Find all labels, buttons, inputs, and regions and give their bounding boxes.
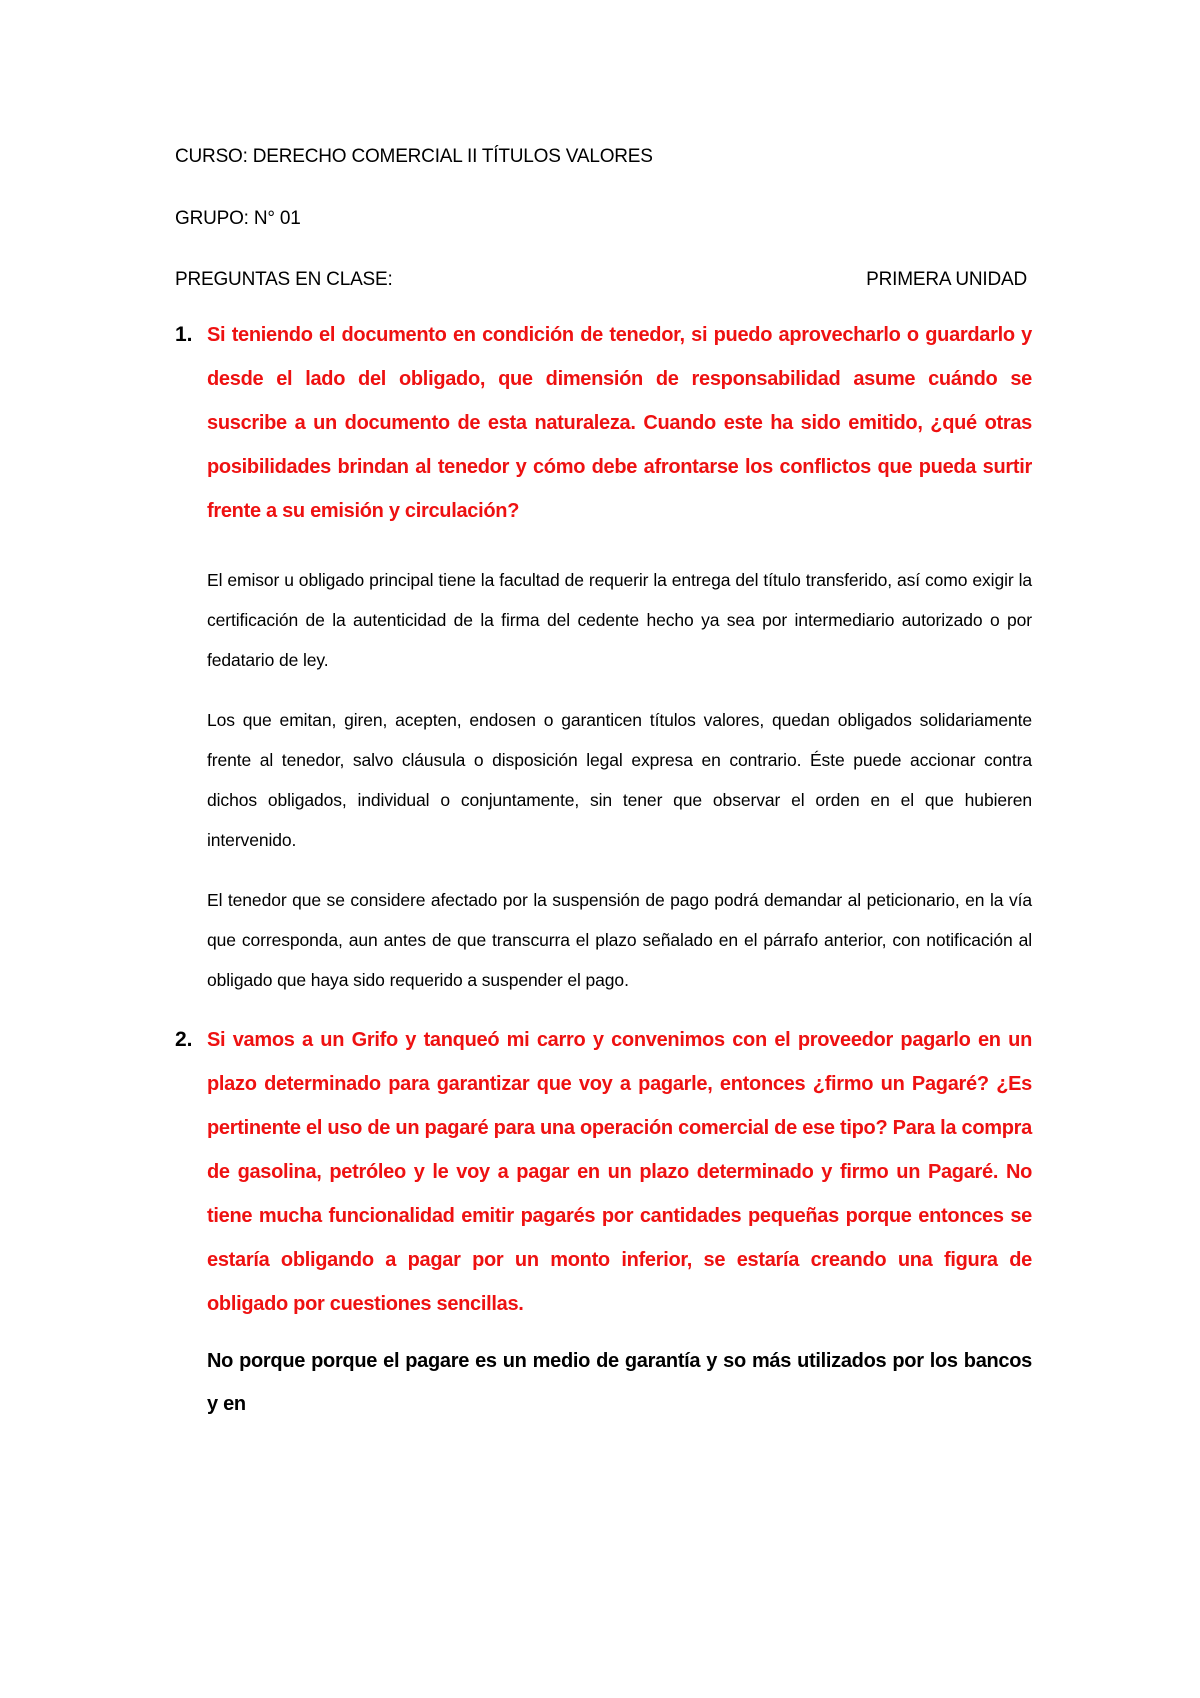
answer-1-paragraph-2: Los que emitan, giren, acepten, endosen o garanticen títulos valores, quedan obligados solidariamente frente al tenedor, salvo cláusula o disposición legal expresa en contrario. Éste puede accionar contra dichos obligados, individual o conjuntamente, sin tener que observar el orden en el que hubieren intervenido. <box>207 710 1032 850</box>
question-2-number: 2. <box>175 1028 193 1051</box>
question-1 <box>175 313 1032 533</box>
group-number: GRUPO: N° 01 <box>175 208 301 229</box>
questions-label: PREGUNTAS EN CLASE: <box>175 269 393 290</box>
question-1-text: Si teniendo el documento en condición de tenedor, si puedo aprovecharlo o guardarlo y desde el lado del obligado, que dimensión de responsabilidad asume cuándo se suscribe a un documento de esta naturaleza. Cuando este ha sido emitido, ¿qué otras posibilidades brindan al tenedor y cómo debe afrontarse los conflictos que pueda surtir frente a su emisión y circulación? <box>207 324 1032 522</box>
question-2-text: Si vamos a un Grifo y tanqueó mi carro y convenimos con el proveedor pagarlo en un plazo determinado para garantizar que voy a pagarle, entonces ¿firmo un Pagaré? ¿Es pertinente el uso de un pagaré para una operación comercial de ese tipo? Para la compra de gasolina, petróleo y le voy a pagar en un plazo determinado y firmo un Pagaré. No tiene mucha funcionalidad emitir pagarés por cantidades pequeñas porque entonces se estaría obligando a pagar por un monto inferior, se estaría creando una figura de obligado por cuestiones sencillas. <box>207 1029 1032 1315</box>
answer-2: No porque porque el pagare es un medio de garantía y so más utilizados por los bancos y en <box>207 1350 1032 1415</box>
questions-header <box>175 268 1027 292</box>
question-2 <box>175 1018 1032 1326</box>
question-1-number: 1. <box>175 323 193 346</box>
course-title: CURSO: DERECHO COMERCIAL II TÍTULOS VALORES <box>175 146 653 167</box>
answer-1-paragraph-1: El emisor u obligado principal tiene la facultad de requerir la entrega del título transferido, así como exigir la certificación de la autenticidad de la firma del cedente hecho ya sea por intermediario autorizado o por fedatario de ley. <box>207 570 1032 670</box>
answer-1-paragraph-3: El tenedor que se considere afectado por la suspensión de pago podrá demandar al peticionario, en la vía que corresponda, aun antes de que transcurra el plazo señalado en el párrafo anterior, con notificación al obligado que haya sido requerido a suspender el pago. <box>207 890 1032 990</box>
unit-label: PRIMERA UNIDAD <box>866 269 1027 290</box>
